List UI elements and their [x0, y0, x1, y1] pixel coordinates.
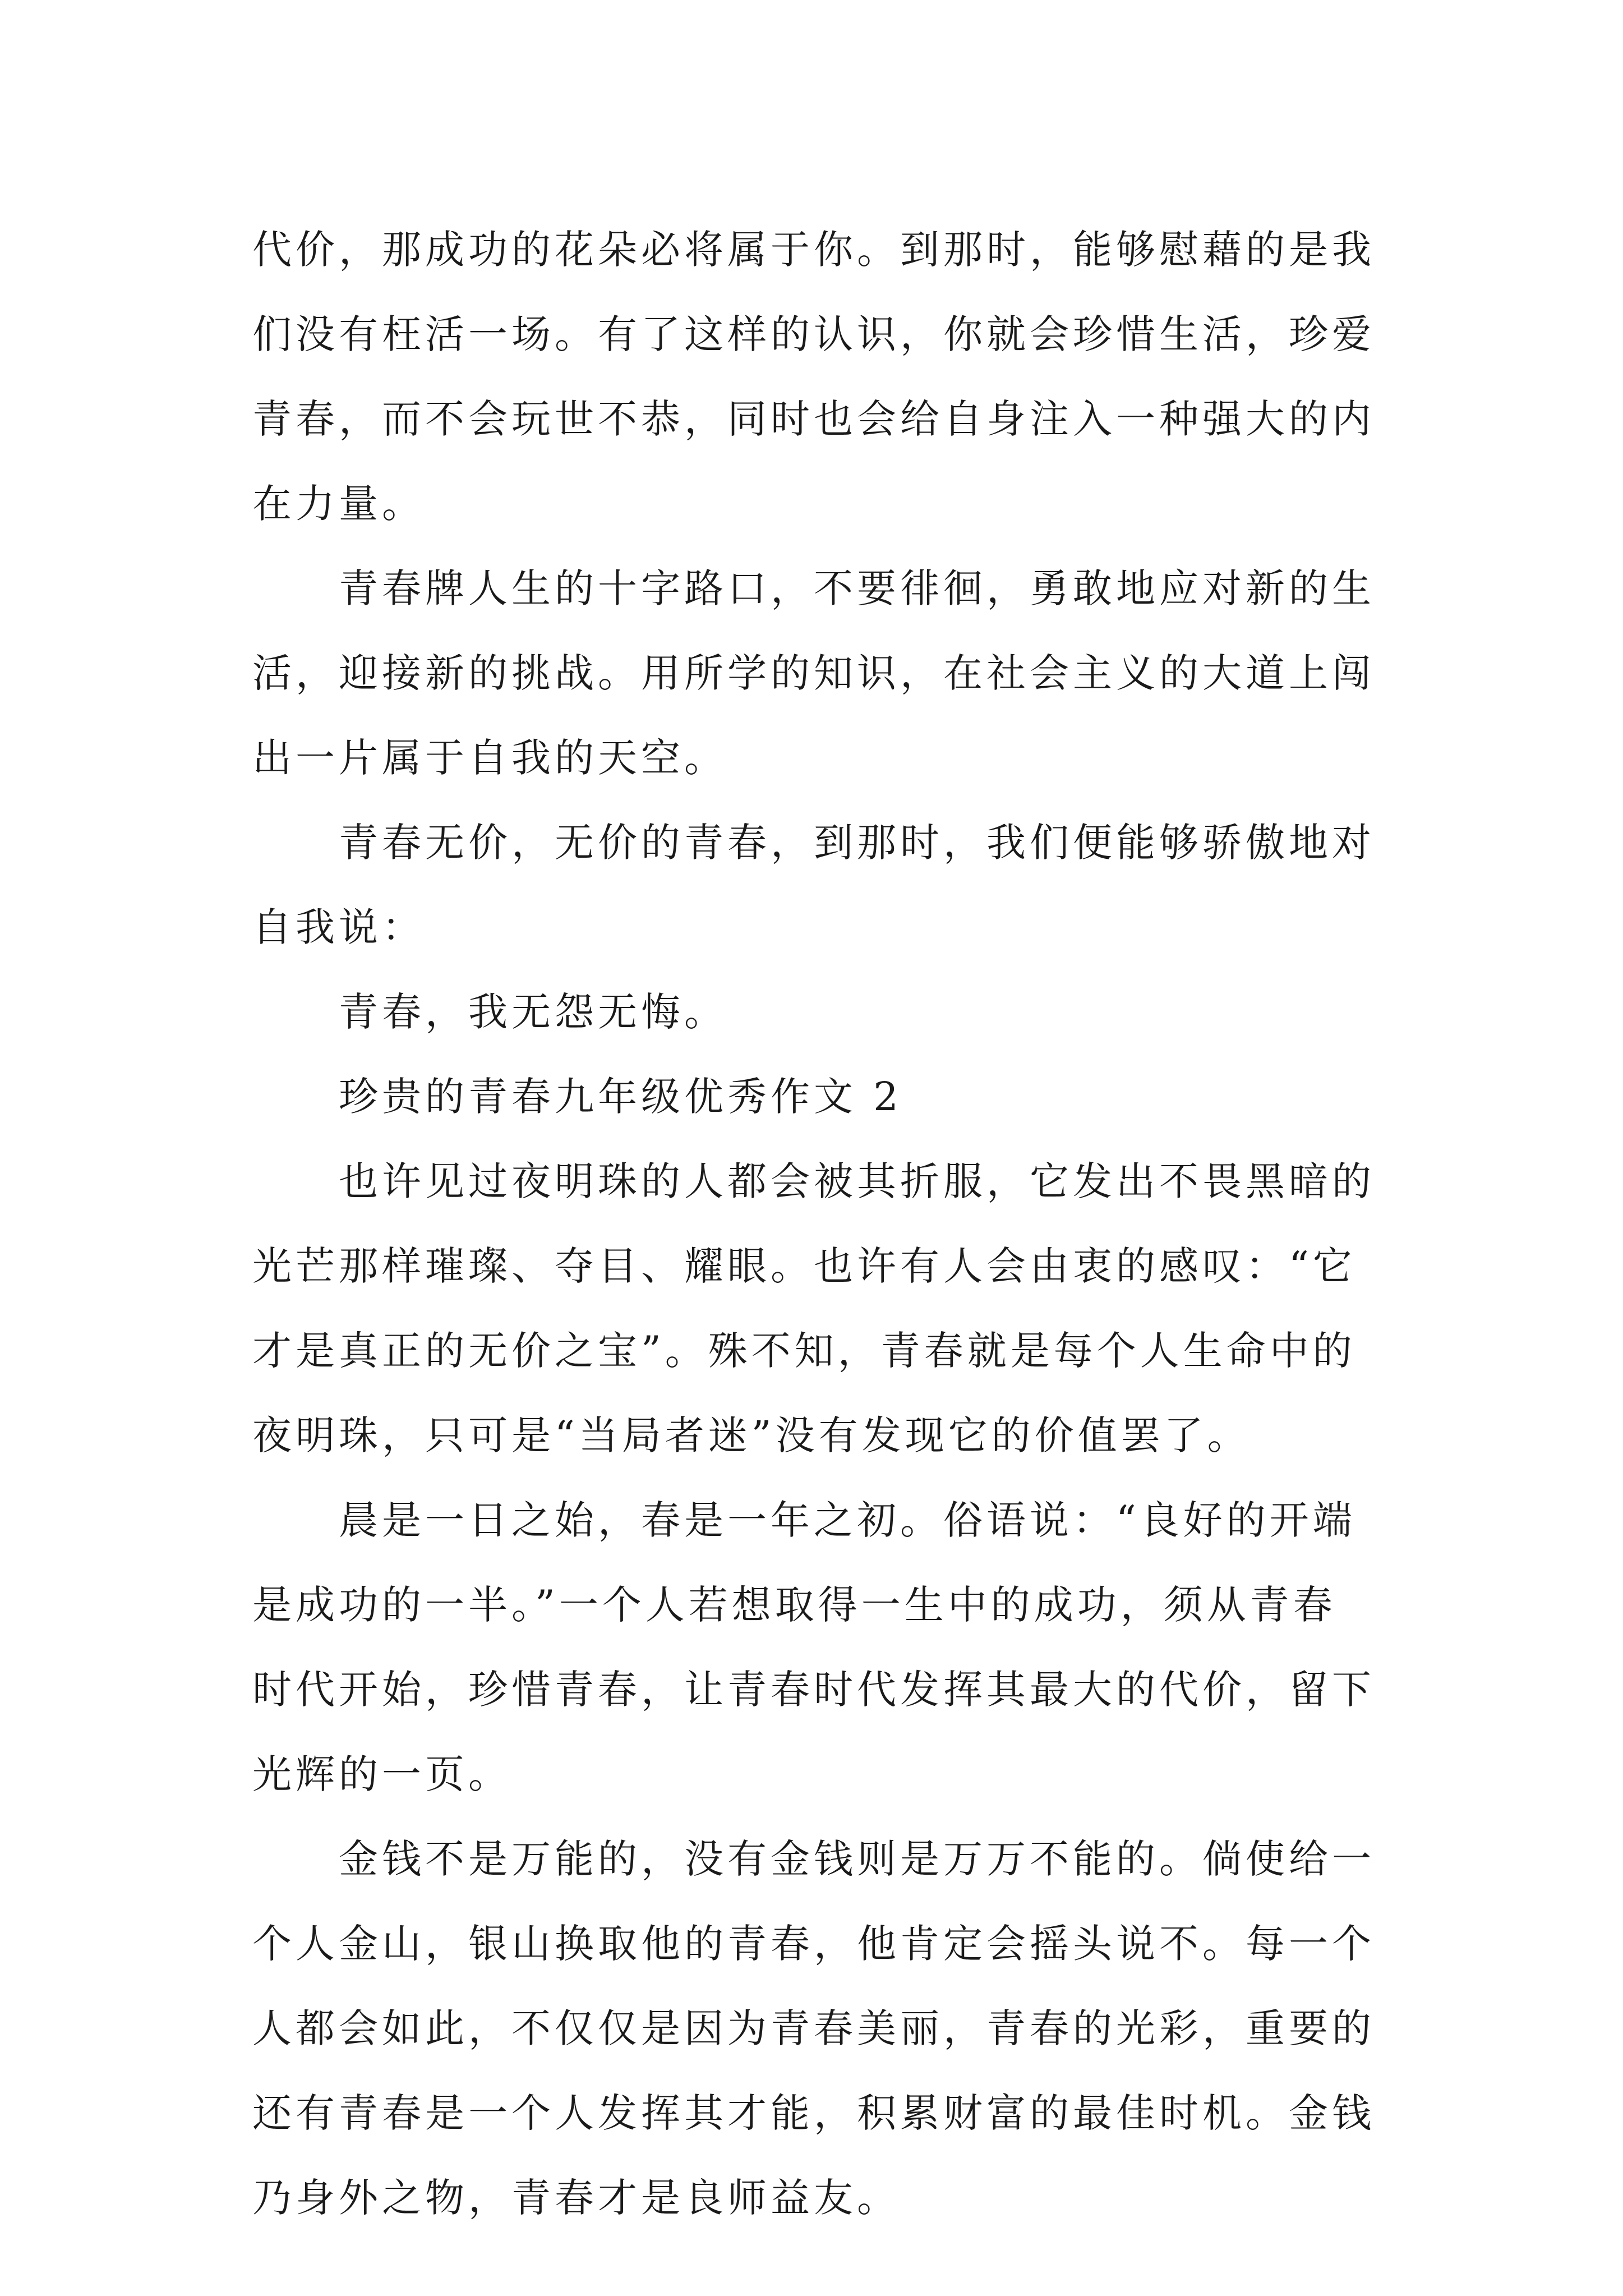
- section-heading: 珍贵的青春九年级优秀作文 2: [339, 1074, 902, 1120]
- text-line: 自我说：: [252, 904, 425, 950]
- text-line: 出一片属于自我的天空。: [252, 735, 727, 781]
- text-line: 青春，而不会玩世不恭，同时也会给自身注入一种强大的内: [252, 396, 1375, 442]
- text-line: 在力量。: [252, 481, 425, 527]
- text-line: 金钱不是万能的，没有金钱则是万万不能的。倘使给一: [339, 1836, 1375, 1882]
- text-line: 青春，我无怨无悔。: [339, 989, 727, 1035]
- text-line: 们没有枉活一场。有了这样的认识，你就会珍惜生活，珍爱: [252, 311, 1375, 357]
- text-line: 还有青春是一个人发挥其才能，积累财富的最佳时机。金钱: [252, 2090, 1375, 2136]
- text-line: 活，迎接新的挑战。用所学的知识，在社会主义的大道上闯: [252, 650, 1375, 696]
- text-line: 光辉的一页。: [252, 1751, 511, 1797]
- text-line: 光芒那样璀璨、夺目、耀眼。也许有人会由衷的感叹：“它: [252, 1243, 1356, 1289]
- text-line: 人都会如此，不仅仅是因为青春美丽，青春的光彩，重要的: [252, 2005, 1375, 2051]
- text-line: 是成功的一半。”一个人若想取得一生中的成功，须从青春: [252, 1582, 1336, 1628]
- text-line: 代价，那成功的花朵必将属于你。到那时，能够慰藉的是我: [252, 227, 1375, 273]
- text-line: 时代开始，珍惜青春，让青春时代发挥其最大的代价，留下: [252, 1667, 1375, 1713]
- text-line: 才是真正的无价之宝”。殊不知，青春就是每个人生命中的: [252, 1328, 1356, 1374]
- text-line: 乃身外之物，青春才是良师益友。: [252, 2175, 900, 2221]
- text-line: 夜明珠，只可是“当局者迷”没有发现它的价值罢了。: [252, 1412, 1251, 1458]
- body-text: [252, 208, 1385, 2240]
- text-line: 青春牌人生的十字路口，不要徘徊，勇敢地应对新的生: [339, 565, 1375, 611]
- text-line: 也许见过夜明珠的人都会被其折服，它发出不畏黑暗的: [339, 1158, 1375, 1204]
- text-line: 青春无价，无价的青春，到那时，我们便能够骄傲地对: [339, 820, 1375, 866]
- text-line: 个人金山，银山换取他的青春，他肯定会摇头说不。每一个: [252, 1921, 1375, 1967]
- text-line: 晨是一日之始，春是一年之初。俗语说：“良好的开端: [339, 1497, 1356, 1543]
